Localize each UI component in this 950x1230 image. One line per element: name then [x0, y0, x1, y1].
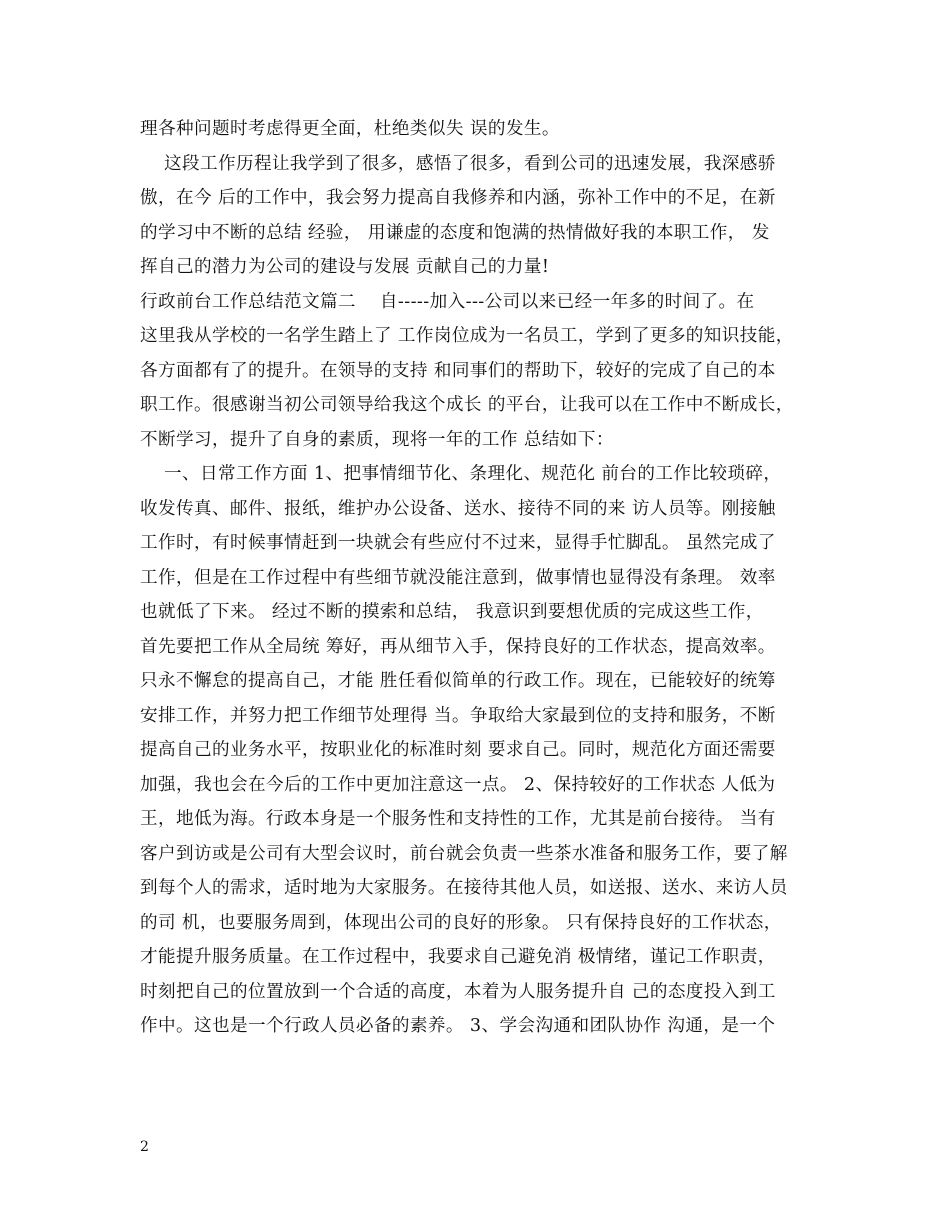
text-line: 也就低了下来。 经过不断的摸索和总结， 我意识到要想优质的完成这些工作， [140, 602, 764, 622]
text-line: 工作，但是在工作过程中有些细节就没能注意到，做事情也显得没有条理。 效率 [140, 567, 776, 588]
text-line: 的学习中不断的总结 经验， 用谦虚的态度和饱满的热情做好我的本职工作， 发 [140, 222, 770, 243]
text-line: 到每个人的需求，适时地为大家服务。在接待其他人员，如送报、送水、来访人员 [140, 878, 788, 898]
text-line: 作中。这也是一个行政人员必备的素养。 3、学会沟通和团队协作 沟通，是一个 [140, 1016, 776, 1036]
text-line: 安排工作，并努力把工作细节处理得 当。争取给大家最到位的支持和服务，不断 [140, 705, 776, 726]
text-line: 工作时，有时候事情赶到一块就会有些应付不过来，显得手忙脚乱。 虽然完成了 [140, 533, 776, 553]
body-text [140, 112, 830, 1044]
text-line: 王，地低为海。行政本身是一个服务性和支持性的工作，尤其是前台接待。 当有 [140, 809, 776, 829]
section-heading-line: 行政前台工作总结范文篇二 自-----加入---公司以来已经一年多的时间了。在 [140, 291, 755, 312]
text-line: 时刻把自己的位置放到一个合适的高度，本着为人服务提升自 己的态度投入到工 [140, 981, 776, 1002]
text-line: 各方面都有了的提升。在领导的支持 和同事们的帮助下，较好的完成了自己的本 [140, 360, 776, 381]
text-line: 收发传真、邮件、报纸，维护办公设备、送水、接待不同的来 访人员等。刚接触 [140, 498, 776, 519]
text-line: 加强，我也会在今后的工作中更加注意这一点。 2、保持较好的工作状态 人低为 [140, 774, 776, 795]
text-line: 不断学习，提升了自身的素质，现将一年的工作 总结如下： [140, 429, 614, 450]
text-line: 一、日常工作方面 1、把事情细节化、条理化、规范化 前台的工作比较琐碎， [140, 464, 782, 484]
text-line: 的司 机，也要服务周到，体现出公司的良好的形象。 只有保持良好的工作状态， [140, 912, 782, 933]
text-line: 提高自己的业务水平，按职业化的标准时刻 要求自己。同时，规范化方面还需要 [140, 740, 776, 760]
text-line: 首先要把工作从全局统 筹好，再从细节入手，保持良好的工作状态，提高效率。 [140, 636, 776, 657]
text-line: 挥自己的潜力为公司的建设与发展 贡献自己的力量! [140, 257, 550, 277]
text-line: 傲，在今 后的工作中，我会努力提高自我修养和内涵，弥补工作中的不足，在新 [140, 188, 776, 208]
text-line: 理各种问题时考虑得更全面，杜绝类似失 误的发生。 [140, 119, 560, 139]
text-line: 这里我从学校的一名学生踏上了 工作岗位成为一名员工，学到了更多的知识技能， [140, 326, 794, 346]
text-line: 客户到访或是公司有大型会议时，前台就会负责一些茶水准备和服务工作，要了解 [140, 843, 788, 864]
page-number: 2 [140, 1139, 149, 1155]
text-line: 职工作。很感谢当初公司领导给我这个成长 的平台，让我可以在工作中不断成长， [140, 395, 794, 415]
text-line: 才能提升服务质量。在工作过程中，我要求自己避免消 极情绪，谨记工作职责， [140, 947, 776, 967]
text-line: 这段工作历程让我学到了很多，感悟了很多，看到公司的迅速发展，我深感骄 [140, 153, 776, 174]
text-line: 只永不懈怠的提高自己，才能 胜任看似简单的行政工作。现在，已能较好的统筹 [140, 671, 776, 691]
